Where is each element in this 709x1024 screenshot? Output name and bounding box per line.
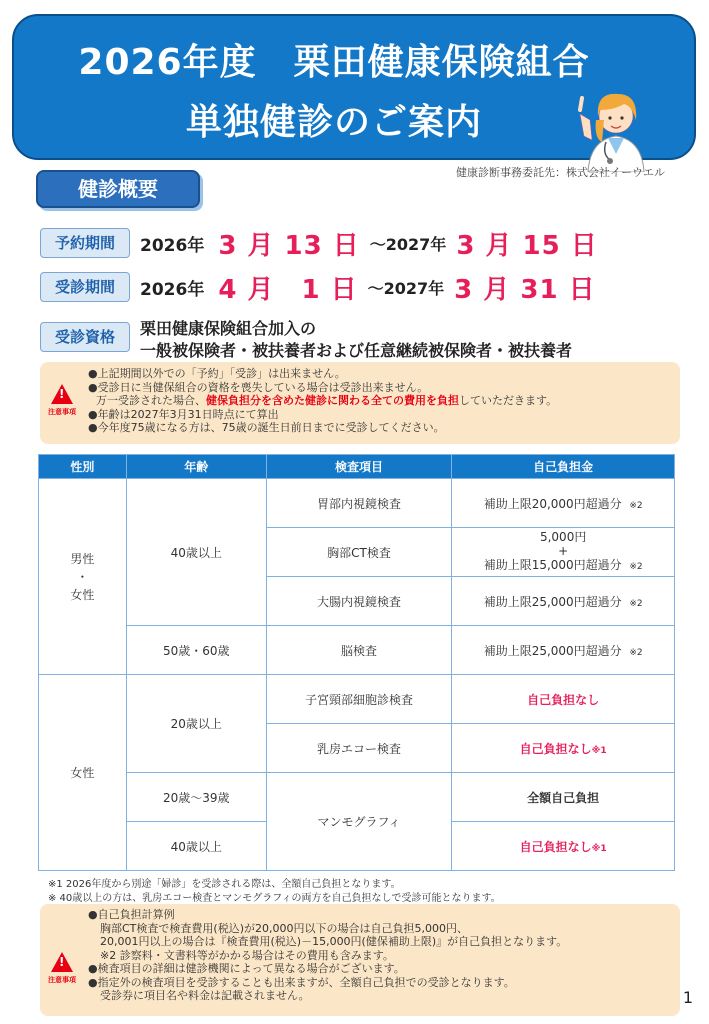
- exam-cell: 大腸内視鏡検査: [266, 577, 452, 626]
- page-title-line1: 2026年度 栗田健康保険組合: [78, 42, 590, 83]
- exam-to-year: ～2027年: [367, 278, 445, 298]
- notice-box-2: [40, 904, 680, 1016]
- sex-male-female: 男性 ・ 女性: [39, 479, 127, 675]
- note-item: 受診券に項目名や料金は記載されません。: [100, 989, 310, 1002]
- reservation-label: 予約期間: [40, 228, 130, 258]
- note-item: ●検査項目の詳細は健診機関によって異なる場合がございます。: [88, 962, 405, 975]
- cost-cell: 全額自己負担: [452, 773, 675, 822]
- note-item: 胸部CT検査で検査費用(税込)が20,000円以下の場合は自己負担5,000円、: [100, 921, 468, 935]
- note-item: ●年齢は2027年3月31日時点にて算出: [88, 407, 279, 421]
- warning-label: 注意事項: [48, 976, 76, 984]
- cost-cell: 補助上限20,000円超過分 ※2: [452, 479, 675, 528]
- exam-cell: 胃部内視鏡検査: [266, 479, 452, 528]
- eligibility-text: [140, 318, 572, 362]
- note-item: 万一受診された場合、健保負担分を含めた健診に関わる全ての費用を負担していただきます。: [96, 394, 558, 407]
- eligibility-row: [40, 320, 140, 354]
- warning-icon: ! 注意事項: [48, 952, 76, 988]
- cost-cell: 自己負担なし※1: [452, 724, 675, 773]
- exam-from-year: 2026年: [140, 279, 205, 300]
- note-item: ●上記期間以外での「予約」「受診」は出来ません。: [88, 367, 346, 380]
- reservation-period-row: [40, 226, 598, 260]
- exam-to-date: 3 月 31 日: [454, 274, 596, 305]
- eligibility-label: 受診資格: [40, 322, 130, 352]
- age-cell: 20歳～39歳: [126, 773, 266, 822]
- note-emphasis: 健保負担分を含めた健診に関わる全ての費用を負担: [206, 394, 459, 407]
- exam-cell: 子宮頸部細胞診検査: [266, 675, 452, 724]
- warning-label: 注意事項: [48, 408, 76, 416]
- age-cell: 20歳以上: [126, 675, 266, 773]
- age-cell: 40歳以上: [126, 822, 266, 871]
- page-title-line2: 単独健診のご案内: [185, 102, 482, 143]
- reservation-from-year: 2026年: [140, 235, 205, 256]
- col-header-exam: 検査項目: [266, 455, 452, 479]
- note-item: ●今年度75歳になる方は、75歳の誕生日前日までに受診してください。: [88, 421, 445, 434]
- eligibility-line1: 栗田健康保険組合加入の: [140, 319, 317, 338]
- header-banner: [12, 14, 696, 160]
- exam-period-label: 受診期間: [40, 272, 130, 302]
- page-number: 1: [682, 988, 693, 1007]
- note-item: ※2 診察料・文書料等がかかる場合はその費用も含みます。: [100, 948, 394, 962]
- cost-cell: 補助上限25,000円超過分 ※2: [452, 577, 675, 626]
- exam-cell: 胸部CT検査: [266, 528, 452, 577]
- table-row: [39, 479, 675, 528]
- eligibility-line2: 一般被保険者・被扶養者および任意継続被保険者・被扶養者: [140, 341, 573, 360]
- cost-cell: 自己負担なし: [452, 675, 675, 724]
- sex-female: 女性: [39, 675, 127, 871]
- cost-cell: 5,000円 + 補助上限15,000円超過分 ※2: [452, 528, 675, 577]
- reservation-to-date: 3 月 15 日: [456, 230, 598, 261]
- reservation-from-date: 3 月 13 日: [218, 230, 360, 261]
- exam-table: [38, 454, 675, 871]
- section-title: 健診概要: [36, 170, 200, 208]
- table-row: [39, 773, 675, 822]
- reservation-to-year: ～2027年: [369, 234, 447, 254]
- age-cell: 50歳・60歳: [126, 626, 266, 675]
- notice-box-1: [40, 362, 680, 444]
- exam-cell: マンモグラフィ: [266, 773, 452, 871]
- cost-cell: 自己負担なし※1: [452, 822, 675, 871]
- table-row: [39, 675, 675, 724]
- note-item: ●自己負担計算例: [88, 908, 175, 921]
- footnote-1: ※1 2026年度から別途「婦診」を受診される際は、全額自己負担となります。: [48, 879, 401, 890]
- note-item: ●受診日に当健保組合の資格を喪失している場合は受診出来ません。: [88, 380, 429, 394]
- exam-cell: 乳房エコー検査: [266, 724, 452, 773]
- table-row: [39, 626, 675, 675]
- age-cell: 40歳以上: [126, 479, 266, 626]
- note-item: 20,001円以上の場合は『検査費用(税込)－15,000円(健保補助上限)』が自己負担となります。: [100, 935, 568, 948]
- cost-cell: 補助上限25,000円超過分 ※2: [452, 626, 675, 675]
- exam-period-row: [40, 270, 596, 304]
- exam-cell: 脳検査: [266, 626, 452, 675]
- col-header-sex: 性別: [39, 455, 127, 479]
- footnote-2: ※ 40歳以上の方は、乳房エコー検査とマンモグラフィの両方を自己負担なしで受診可能となります。: [48, 893, 501, 904]
- doctor-illustration-icon: [566, 80, 666, 172]
- col-header-age: 年齢: [126, 455, 266, 479]
- warning-icon: ! 注意事項: [48, 384, 76, 420]
- exam-from-date: 4 月 1 日: [218, 274, 358, 305]
- consignee-text: 健康診断事務委託先：株式会社イーウエル: [456, 166, 665, 179]
- table-header-row: [39, 455, 675, 479]
- note-item: ●指定外の検査項目を受診することも出来ますが、全額自己負担での受診となります。: [88, 975, 515, 989]
- col-header-cost: 自己負担金: [452, 455, 675, 479]
